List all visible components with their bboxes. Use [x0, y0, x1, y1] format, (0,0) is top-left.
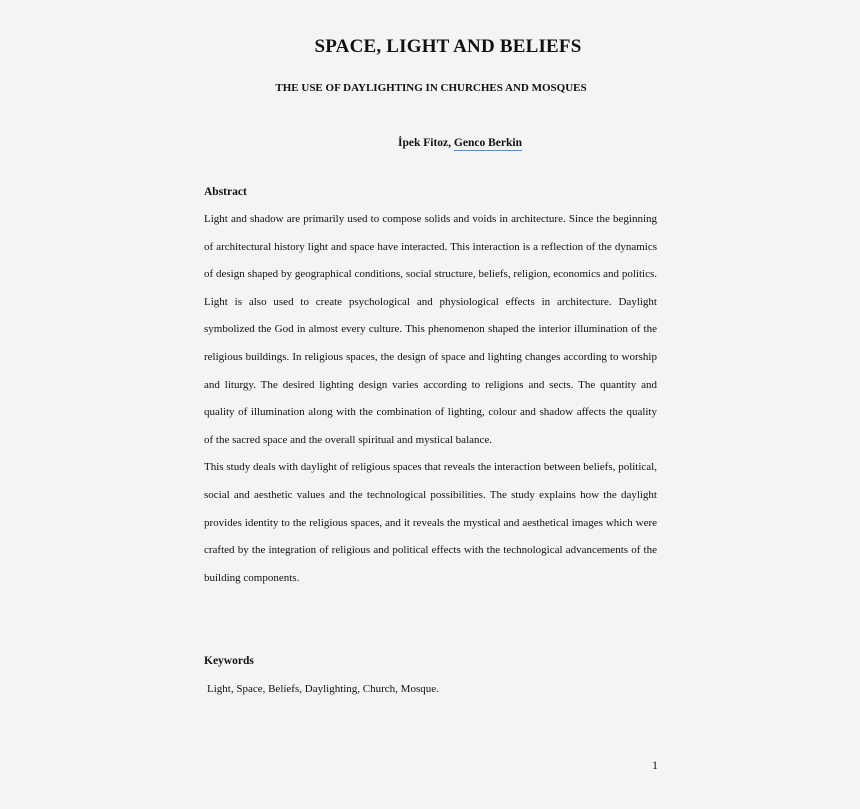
- paper-title: SPACE, LIGHT AND BELIEFS: [314, 36, 582, 57]
- paper-subtitle: THE USE OF DAYLIGHTING IN CHURCHES AND MOSQUES: [275, 82, 587, 94]
- abstract-paragraph-2: This study deals with daylight of religious spaces that reveals the interaction between beliefs, political, social and aesthetic values and the technological possibilities. The study explains how the daylight provides identity to the religious spaces, and it reveals the mystical and aesthetical images which were crafted by the integration of religious and political effects with the technological advancements of the building components.: [204, 461, 657, 584]
- keywords-heading: Keywords: [204, 655, 254, 667]
- author-link-genco-berkin[interactable]: Genco Berkin: [453, 137, 522, 149]
- abstract-body: [204, 206, 657, 592]
- keywords-list: Light, Space, Beliefs, Daylighting, Church, Mosque.: [207, 683, 439, 695]
- page-number: 1: [652, 758, 658, 772]
- author-line: [0, 137, 860, 149]
- abstract-paragraph-1: Light and shadow are primarily used to compose solids and voids in architecture. Since the beginning of architectural history light and space have interacted. This interaction is a reflection of the dynamics of design shaped by geographical conditions, social structure, beliefs, religion, economics and politics. Light is also used to create psychological and physiological effects in architecture. Daylight symbolized the God in almost every culture. This phenomenon shaped the interior illumination of the religious buildings. In religious spaces, the design of space and lighting changes according to worship and liturgy. The desired lighting design varies according to religions and sects. The quantity and quality of illumination along with the combination of lighting, colour and shadow affects the quality of the sacred space and the overall spiritual and mystical balance.: [204, 213, 657, 446]
- author-first: İpek Fitoz,: [398, 137, 454, 149]
- abstract-heading: Abstract: [204, 186, 247, 198]
